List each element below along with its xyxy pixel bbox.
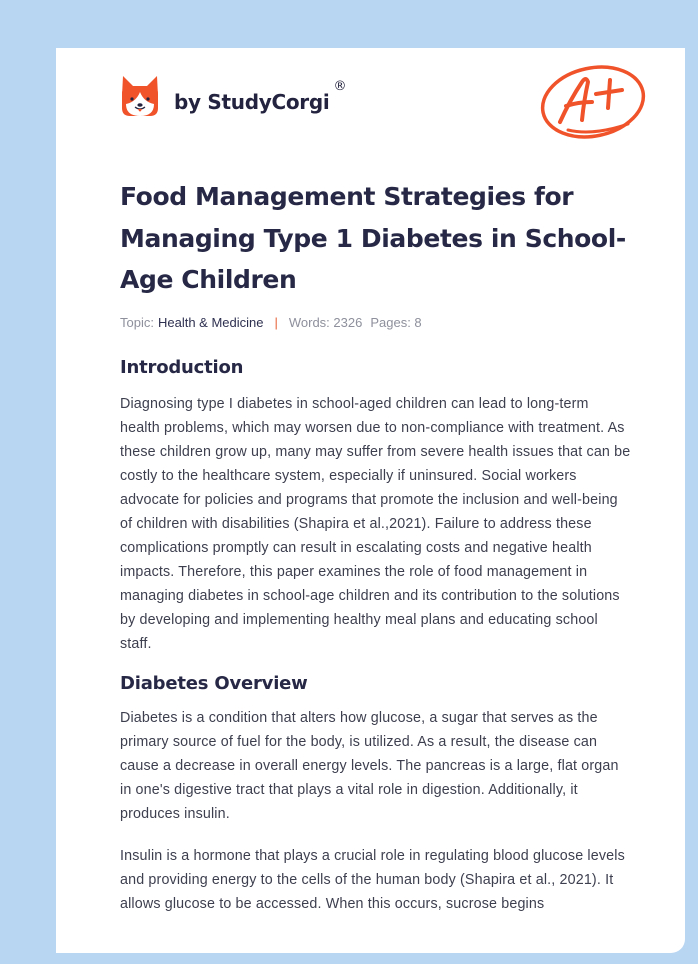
article-card: [56, 48, 685, 953]
section-heading-diabetes-overview: Diabetes Overview: [120, 672, 308, 694]
studycorgi-logo[interactable]: [120, 74, 346, 118]
topic-link[interactable]: Health & Medicine: [157, 315, 264, 330]
meta-separator: |: [274, 315, 278, 330]
registered-trademark: ®: [333, 78, 347, 94]
paragraph: Insulin is a hormone that plays a crucial role in regulating blood glucose levels and providing energy to the cells of the human body (Shapira et al., 2021). It allows glucose to be accessed. When this occurs, sucrose begins: [120, 847, 625, 912]
article-content: [120, 176, 632, 916]
section-heading-introduction: Introduction: [120, 356, 244, 378]
page-title: Food Management Strategies for Managing Type 1 Diabetes in School-Age Children: [120, 182, 626, 294]
paragraph: Diagnosing type I diabetes in school-aged children can lead to long-term health problems, which may worsen due to non-compliance with treatment. As these children grow up, many may suffer from severe health issues that can be costly to the healthcare system, especially if uninsured. Social workers advocate for policies and programs that promote the inclusion and well-being of children with disabilities (Shapira et al.,2021). Failure to address these complications promptly can result in escalating costs and negative health impacts. Therefore, this paper examines the role of food management in managing diabetes in school-age children and its contribution to the solutions by developing and implementing healthy meal plans and educating school staff.: [120, 395, 631, 652]
word-count: Words: 2326: [288, 315, 363, 330]
paragraph: Diabetes is a condition that alters how glucose, a sugar that serves as the primary source of fuel for the body, is utilized. As a result, the disease can cause a decrease in overall energy levels. The pancreas is a large, flat organ in one's digestive tract that plays a vital role in digestion. Additionally, it produces insulin.: [120, 709, 619, 822]
corgi-icon: [120, 74, 160, 118]
brand-name: by StudyCorgi: [174, 90, 330, 114]
a-plus-grade-icon: [538, 60, 648, 140]
topic-label: Topic:: [120, 315, 154, 330]
page-header: [56, 48, 685, 158]
page-count: Pages: 8: [370, 315, 422, 330]
article-meta: [120, 313, 632, 333]
